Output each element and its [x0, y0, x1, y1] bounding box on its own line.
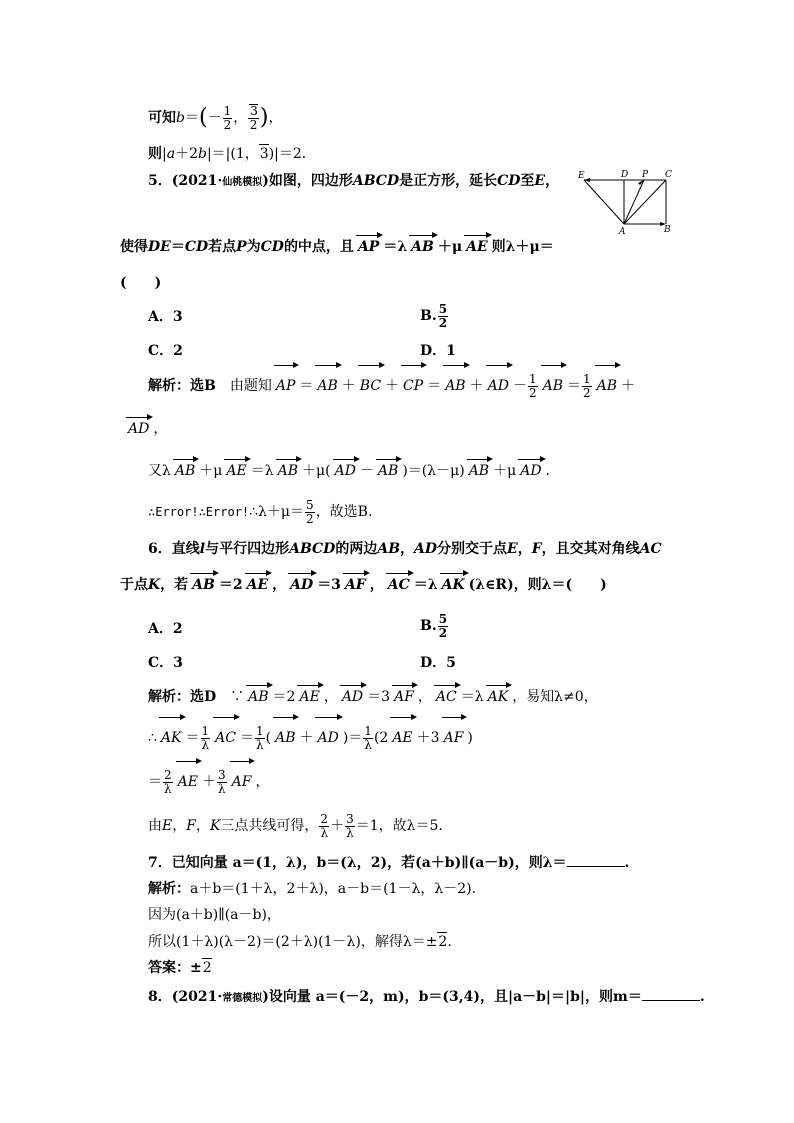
q7-solution-line1: 解析：a＋b＝(1＋λ，2＋λ)，a－b＝(1－λ，λ－2).	[148, 881, 477, 897]
q5-option-d: D．1	[420, 343, 456, 359]
q5-solution-line4: ∴Error!∴Error!∴λ＋μ＝ $\frac{5}{2}$ ，故选B.	[148, 497, 373, 526]
q8-answer-blank[interactable]	[642, 988, 700, 1001]
square-figure	[572, 168, 682, 236]
figure-label-p: P	[642, 170, 649, 180]
q7-stem: 7．已知向量 a＝(1，λ)，b＝(λ，2)，若(a＋b)∥(a－b)，则λ＝ .	[148, 855, 630, 871]
q7-solution-line3: 所以(1＋λ)(λ－2)＝(2＋λ)(1－λ)，解得λ＝±2.	[148, 934, 452, 950]
q6-stem-line1: 6．直线l与平行四边形ABCD的两边AB，AD分别交于点E，F，且交其对角线AC	[148, 541, 662, 557]
q6-stem-line2: 于点K，若 AB ＝2 AE ， AD ＝3 AF ， AC ＝λ AK (λ∈R)，则λ＝( )	[120, 577, 607, 593]
q5-paren: ( )	[120, 275, 162, 291]
figure-label-e: E	[578, 171, 585, 181]
q5-stem-line1: 5．(2021·仙桃模拟)如图，四边形ABCD是正方形，延长CD至E，	[148, 173, 560, 189]
q6-solution-line3: ＝ $\frac{2}{\lambda}$ AE ＋ $\frac{3}{\lambda}$ AF ，	[148, 764, 269, 800]
q6-option-a: A．2	[148, 621, 183, 637]
figure-label-b: B	[664, 225, 671, 235]
q6-solution-line1: 解析：选D ∵ AB ＝2 AE ， AD ＝3 AF ， AC ＝λ AK ，易知λ≠0，	[148, 689, 598, 705]
q8-stem: 8．(2021·常德模拟)设向量 a＝(－2，m)，b＝(3,4)，且|a－b|＝|b|，则m＝ .	[148, 989, 705, 1005]
line-norm: 则|a＋2b|＝|(1，3)|＝2.	[148, 146, 307, 162]
q6-solution-line2: ∴ AK ＝ $\frac{1}{\lambda}$ AC ＝ $\frac{1}{\lambda}$ ( AB ＋ AD )＝ $\frac{1}{\lambda}$ (2 AE ＋3 AF )	[148, 720, 473, 756]
figure-label-a: A	[619, 227, 626, 236]
figure-label-c: C	[665, 170, 672, 180]
q5-option-c: C．2	[148, 343, 183, 359]
q6-option-d: D．5	[420, 655, 456, 671]
line-b-value: 可知b＝(－ $\frac{1}{2}$ ， $\frac{3}{2}$ )，	[148, 103, 283, 132]
q5-option-a: A．3	[148, 309, 183, 325]
figure-label-d: D	[621, 170, 629, 180]
q7-solution-line2: 因为(a＋b)∥(a－b)，	[148, 907, 281, 923]
q5-solution-line1: 解析：选B 由题知 AP ＝ AB ＋ BC ＋ CP ＝ AB ＋ AD － $\frac{1}{2}$ AB ＝ $\frac{1}{2}$ AB ＋	[148, 368, 635, 404]
q5-solution-line2: AD ，	[128, 421, 168, 437]
q6-option-b: B. $\frac{5}{2}$	[420, 611, 448, 640]
q7-answer-blank[interactable]	[567, 854, 625, 867]
q5-solution-line3: 又λ AB ＋μ AE ＝λ AB ＋μ( AD － AB )＝(λ－μ) AB ＋μ AD .	[148, 463, 550, 479]
q7-answer: 答案：±2	[148, 960, 212, 976]
q6-solution-line4: 由E，F，K三点共线可得， $\frac{2}{\lambda}$ ＋ $\frac{3}{\lambda}$ ＝1，故λ＝5.	[148, 811, 443, 840]
q6-option-c: C．3	[148, 655, 183, 671]
q5-option-b: B. $\frac{5}{2}$	[420, 301, 448, 330]
text-prefix: 可知	[148, 110, 176, 126]
q5-stem-line2: 使得DE＝CD若点P为CD的中点，且 AP ＝λ AB ＋μ AE 则λ＋μ＝	[120, 239, 554, 255]
